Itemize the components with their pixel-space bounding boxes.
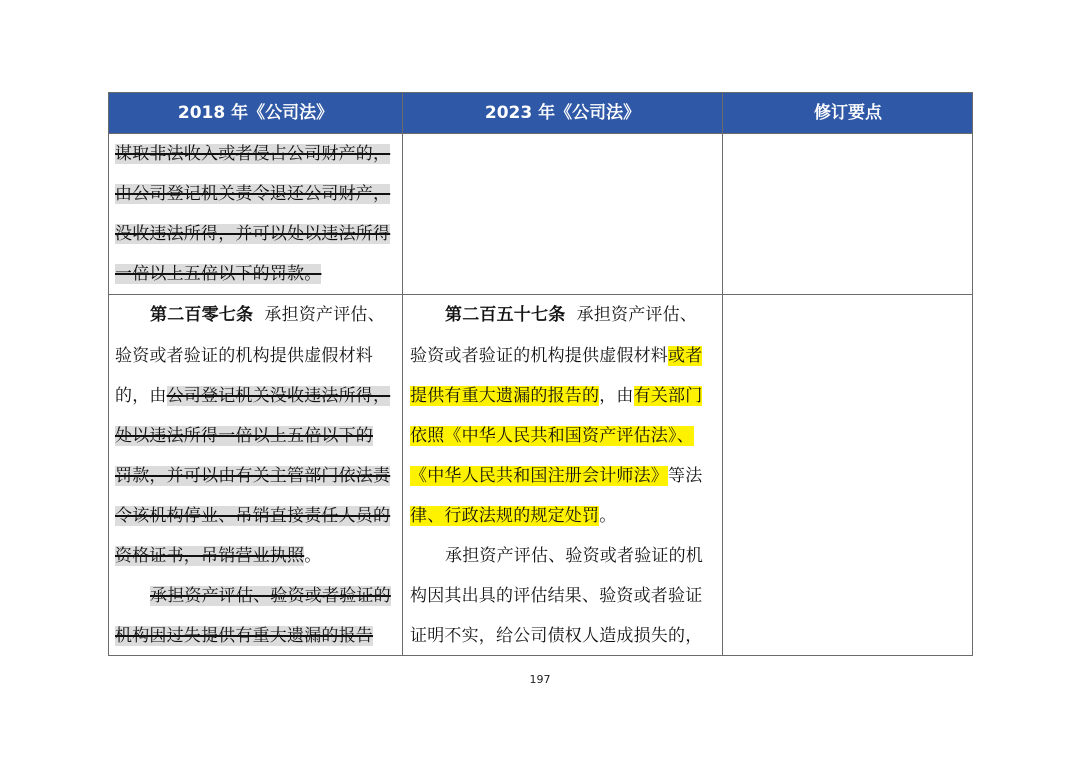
text-line: [115, 461, 390, 491]
text-line: 提供有重大遗漏的报告的，由有关部门: [410, 386, 703, 406]
highlighted-text: 依照《中华人民共和国资产评估法》、: [410, 426, 694, 446]
deleted-text: 机构因过失提供有重大遗漏的报告: [115, 626, 373, 646]
deleted-text: 由公司登记机关责令退还公司财产，: [115, 184, 391, 204]
text-line: 第二百零七条 承担资产评估、: [150, 305, 385, 325]
header-2018-company-law: 2018 年《公司法》: [177, 103, 334, 123]
highlighted-text: 律、行政法规的规定处罚: [410, 506, 600, 526]
article-title: 第二百五十七条: [445, 305, 566, 325]
text-line: 构因其出具的评估结果、验资或者验证: [410, 586, 703, 606]
comparison-table: [108, 92, 973, 656]
highlighted-text: 《中华人民共和国注册会计师法》: [410, 466, 668, 486]
deleted-text: 没收违法所得，并可以处以违法所得: [115, 224, 391, 244]
text-line: [115, 621, 373, 651]
deleted-text: 谋取非法收入或者侵占公司财产的，: [115, 144, 391, 164]
deleted-text: 令该机构停业、吊销直接责任人员的: [115, 506, 391, 526]
text-line: [150, 581, 391, 611]
text-line: [115, 139, 390, 169]
row-divider: [109, 294, 972, 295]
text-line: [410, 421, 694, 451]
highlighted-text: 提供有重大遗漏的报告的: [410, 386, 600, 406]
deleted-text: 资格证书，吊销营业执照: [115, 546, 305, 566]
text-line: 证明不实，给公司债权人造成损失的，: [410, 626, 703, 646]
text-line: 承担资产评估、验资或者验证的机: [445, 546, 703, 566]
deleted-text: 承担资产评估、验资或者验证的: [150, 586, 391, 606]
text-line: 资格证书，吊销营业执照。: [115, 546, 322, 566]
text-line: 《中华人民共和国注册会计师法》等法: [410, 466, 703, 486]
text-line: 第二百五十七条 承担资产评估、: [445, 305, 698, 325]
column-divider: [402, 93, 403, 655]
text-line: [115, 501, 390, 531]
deleted-text: 一倍以上五倍以下的罚款。: [115, 264, 322, 284]
page-number: 197: [529, 673, 551, 686]
text-line: 的，由公司登记机关没收违法所得，: [115, 386, 391, 406]
text-line: 验资或者验证的机构提供虚假材料: [115, 346, 373, 366]
article-title: 第二百零七条: [150, 305, 254, 325]
highlighted-text: 有关部门: [633, 386, 703, 406]
text-line: [115, 179, 390, 209]
text-line: 律、行政法规的规定处罚。: [410, 506, 617, 526]
header-revision-points: 修订要点: [814, 103, 882, 123]
text-line: [115, 421, 373, 451]
table-header: [109, 93, 972, 134]
text-line: [115, 259, 321, 289]
text-line: [115, 219, 390, 249]
deleted-text: 公司登记机关没收违法所得，: [166, 386, 391, 406]
column-divider: [722, 93, 723, 655]
highlighted-text: 或者: [668, 346, 703, 366]
text-line: 验资或者验证的机构提供虚假材料或者: [410, 346, 703, 366]
header-2023-company-law: 2023 年《公司法》: [484, 103, 641, 123]
deleted-text: 罚款，并可以由有关主管部门依法责: [115, 466, 391, 486]
deleted-text: 处以违法所得一倍以上五倍以下的: [115, 426, 373, 446]
